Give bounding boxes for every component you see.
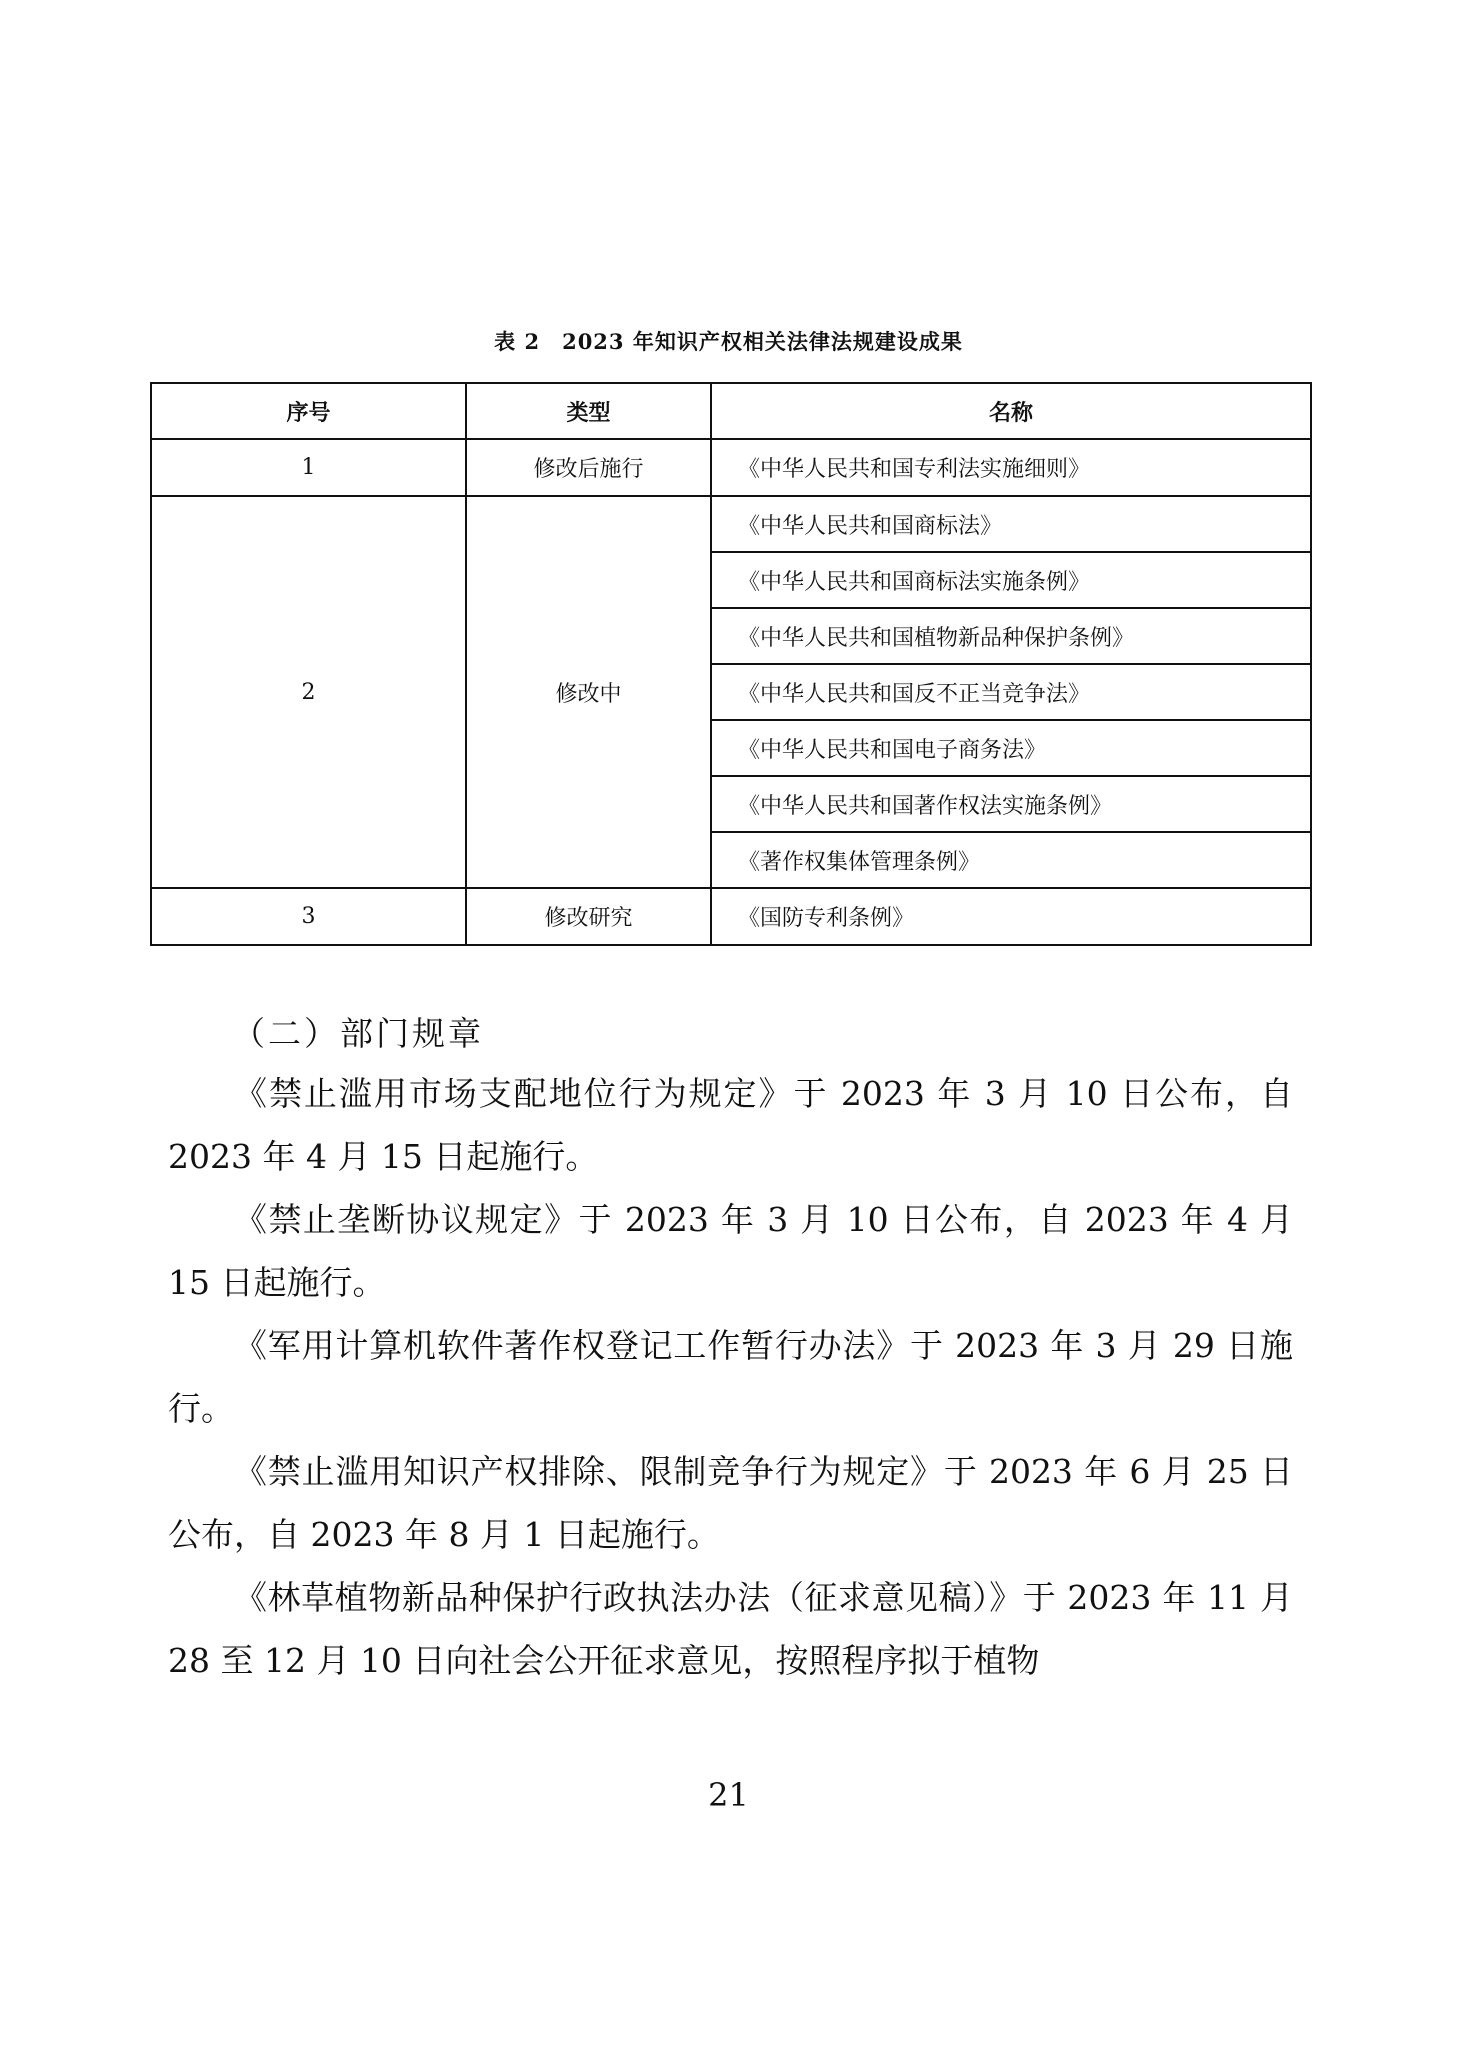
header-name: 名称 [711,383,1311,439]
page-number: 21 [708,1776,749,1814]
row-law-name: 《中华人民共和国专利法实施细则》 [711,439,1311,496]
row-law-name: 《国防专利条例》 [711,888,1311,945]
header-index: 序号 [151,383,466,439]
row-type: 修改后施行 [466,439,711,496]
paragraph: 《禁止垄断协议规定》于 2023 年 3 月 10 日公布，自 2023 年 4 月 15 日起施行。 [168,1200,1293,1302]
table-header-row [151,383,1311,439]
row-index: 2 [151,496,466,888]
laws-table [150,382,1312,946]
row-law-name: 《中华人民共和国电子商务法》 [711,720,1311,776]
row-law-name: 《著作权集体管理条例》 [711,832,1311,888]
header-type: 类型 [466,383,711,439]
table-row [151,439,1311,496]
paragraph: 《军用计算机软件著作权登记工作暂行办法》于 2023 年 3 月 29 日施行。 [168,1326,1293,1428]
paragraph: 《林草植物新品种保护行政执法办法（征求意见稿）》于 2023 年 11 月 28 至 12 月 10 日向社会公开征求意见，按照程序拟于植物 [168,1578,1293,1680]
row-law-name: 《中华人民共和国著作权法实施条例》 [711,776,1311,832]
row-law-name: 《中华人民共和国反不正当竞争法》 [711,664,1311,720]
row-index: 3 [151,888,466,945]
table-row [151,888,1311,945]
table-caption: 表 2 2023 年知识产权相关法律法规建设成果 [494,329,963,354]
row-index: 1 [151,439,466,496]
paragraph: 《禁止滥用知识产权排除、限制竞争行为规定》于 2023 年 6 月 25 日公布，自 2023 年 8 月 1 日起施行。 [168,1452,1293,1554]
table-row [151,496,1311,552]
section-body [168,1062,1293,1692]
row-law-name: 《中华人民共和国植物新品种保护条例》 [711,608,1311,664]
row-type: 修改研究 [466,888,711,945]
paragraph: 《禁止滥用市场支配地位行为规定》于 2023 年 3 月 10 日公布，自 2023 年 4 月 15 日起施行。 [168,1074,1293,1176]
section-heading: （二）部门规章 [232,1014,484,1053]
row-type: 修改中 [466,496,711,888]
row-law-name: 《中华人民共和国商标法实施条例》 [711,552,1311,608]
row-law-name: 《中华人民共和国商标法》 [711,496,1311,552]
